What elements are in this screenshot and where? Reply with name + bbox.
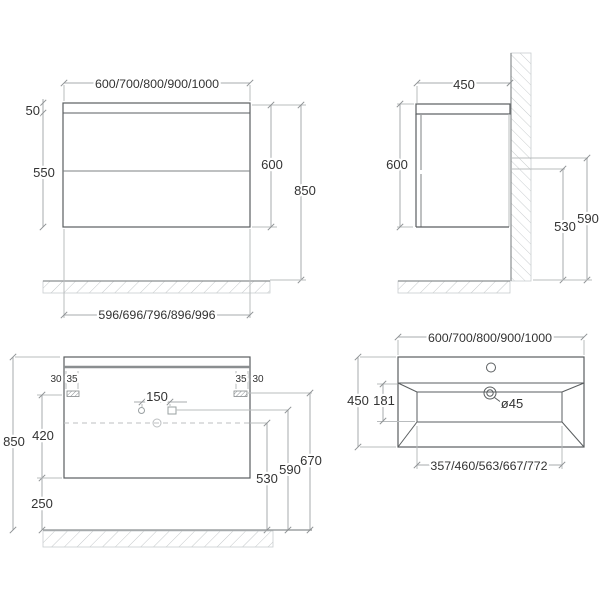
depth-label: 450 [453,77,475,92]
basin-width-dimension [395,331,587,355]
basin-depth-label: 450 [347,393,369,408]
right-height-dimensions-mounting [256,390,322,533]
cabinet-outline [63,103,250,227]
side-height-label: 600 [386,157,408,172]
front-view [26,77,316,322]
inner-height-label: 420 [32,428,54,443]
total-height-label: 850 [294,183,316,198]
left-offset-label: 30 [50,374,62,385]
hole-line-height-label: 590 [279,462,301,477]
basin-width-label: 600/700/800/900/1000 [427,331,553,345]
wall-hatch [511,53,531,281]
drain-hole-left [139,408,145,414]
basin-outline [398,357,584,447]
bowl-depth-label: 181 [373,393,395,408]
base-width-dimension [61,229,253,322]
mount-high-label: 590 [577,211,599,226]
inner-height-dimension [32,392,62,481]
right-height-dimensions [252,102,316,283]
mount-low-label: 530 [554,219,576,234]
bowl-width-label: 357/460/563/667/772 [430,459,548,473]
drawers-height-label: 550 [33,165,55,180]
depth-dimension [414,77,513,103]
drain-line-height-label: 530 [256,471,278,486]
right-offset-label: 30 [252,374,264,385]
side-view [386,53,599,293]
drain-diameter-label: ø45 [500,396,524,411]
cabinet-height-label: 600 [261,157,283,172]
floor-hatch-mounting [43,530,312,547]
mount-total-height-label: 850 [3,434,25,449]
floor-clearance-dimension [31,478,62,533]
hole-spacing-label: 150 [146,389,168,404]
top-thickness-label: 50 [25,103,40,118]
side-height-dimension [386,101,414,230]
floor-hatch [43,280,306,293]
drain-hole-right [168,407,176,414]
front-width-label: 600/700/800/900/1000 [94,77,220,91]
right-bracket-label: 35 [235,374,247,385]
width-dimension [61,77,253,101]
bracket-line-height-label: 670 [300,453,322,468]
floor-clearance-label: 250 [31,496,53,511]
cabinet-outline-mounting [64,357,250,478]
base-width-label: 596/696/796/896/996 [98,308,216,322]
washbasin-top-view [347,331,587,473]
mounting-front-view [3,354,322,547]
cabinet-side-outline [416,104,510,227]
left-height-dimension [26,99,55,230]
floor-hatch-side [398,281,510,293]
left-bracket-label: 35 [66,374,78,385]
